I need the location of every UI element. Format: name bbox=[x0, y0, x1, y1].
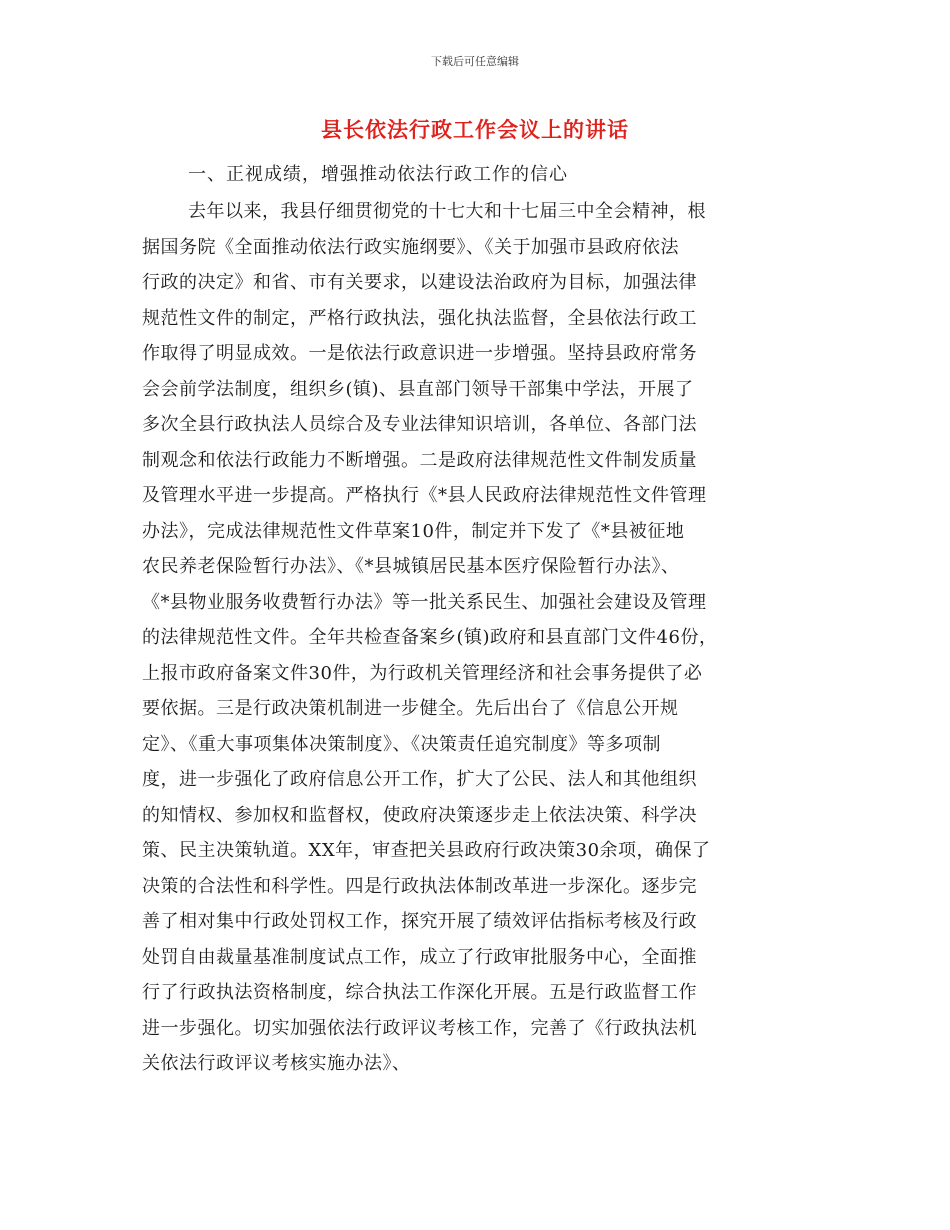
paragraph-line: 行政的决定》和省、市有关要求，以建设法治政府为目标，加强法律 bbox=[142, 272, 697, 293]
paragraph-line: 进一步强化。切实加强依法行政评议考核工作，完善了《行政执法机 bbox=[142, 1017, 697, 1039]
section-heading: 一、正视成绩，增强推动依法行政工作的信心 bbox=[188, 164, 568, 185]
header-note: 下载后可任意编辑 bbox=[431, 55, 519, 68]
body-paragraph bbox=[142, 194, 812, 1082]
paragraph-line: 规范性文件的制定，严格行政执法，强化执法监督，全县依法行政工 bbox=[142, 307, 697, 329]
paragraph-line: 办法》，完成法律规范性文件草案10件，制定并下发了《*县被征地 bbox=[142, 520, 685, 542]
document-title: 县长依法行政工作会议上的讲话 bbox=[321, 118, 629, 142]
paragraph-line: 上报市政府备案文件30件，为行政机关管理经济和社会事务提供了必 bbox=[142, 662, 703, 684]
paragraph-line: 作取得了明显成效。一是依法行政意识进一步增强。坚持县政府常务 bbox=[142, 343, 697, 364]
paragraph-line: 去年以来，我县仔细贯彻党的十七大和十七届三中全会精神，根 bbox=[188, 201, 706, 222]
paragraph-line: 决策的合法性和科学性。四是行政执法体制改革进一步深化。逐步完 bbox=[142, 875, 697, 897]
paragraph-line: 农民养老保险暂行办法》、《*县城镇居民基本医疗保险暂行办法》、 bbox=[142, 556, 680, 577]
paragraph-line: 处罚自由裁量基准制度试点工作，成立了行政审批服务中心，全面推 bbox=[142, 946, 697, 968]
paragraph-line: 行了行政执法资格制度，综合执法工作深化开展。五是行政监督工作 bbox=[142, 982, 697, 1003]
paragraph-line: 及管理水平进一步提高。严格执行《*县人民政府法律规范性文件管理 bbox=[142, 485, 707, 506]
paragraph-line: 善了相对集中行政处罚权工作，探究开展了绩效评估指标考核及行政 bbox=[142, 911, 697, 932]
paragraph-line: 度，进一步强化了政府信息公开工作，扩大了公民、法人和其他组织 bbox=[142, 769, 697, 790]
paragraph-line: 的法律规范性文件。全年共检查备案乡(镇)政府和县直部门文件46份， bbox=[142, 627, 718, 648]
paragraph-line: 关依法行政评议考核实施办法》、 bbox=[142, 1053, 411, 1074]
paragraph-line: 的知情权、参加权和监督权，使政府决策逐步走上依法决策、科学决 bbox=[142, 804, 697, 826]
paragraph-line: 定》、《重大事项集体决策制度》、《决策责任追究制度》等多项制 bbox=[142, 733, 661, 755]
paragraph-line: 多次全县行政执法人员综合及专业法律知识培训，各单位、各部门法 bbox=[142, 414, 697, 435]
paragraph-line: 策、民主决策轨道。XX年，审查把关县政府行政决策30余项，确保了 bbox=[142, 840, 711, 861]
paragraph-line: 制观念和依法行政能力不断增强。二是政府法律规范性文件制发质量 bbox=[142, 449, 697, 471]
paragraph-line: 据国务院《全面推动依法行政实施纲要》、《关于加强市县政府依法 bbox=[142, 236, 679, 258]
paragraph-line: 会会前学法制度，组织乡(镇)、县直部门领导干部集中学法，开展了 bbox=[142, 378, 694, 400]
paragraph-line: 要依据。三是行政决策机制进一步健全。先后出台了《信息公开规 bbox=[142, 698, 679, 719]
paragraph-line: 《*县物业服务收费暂行办法》等一批关系民生、加强社会建设及管理 bbox=[142, 591, 707, 613]
